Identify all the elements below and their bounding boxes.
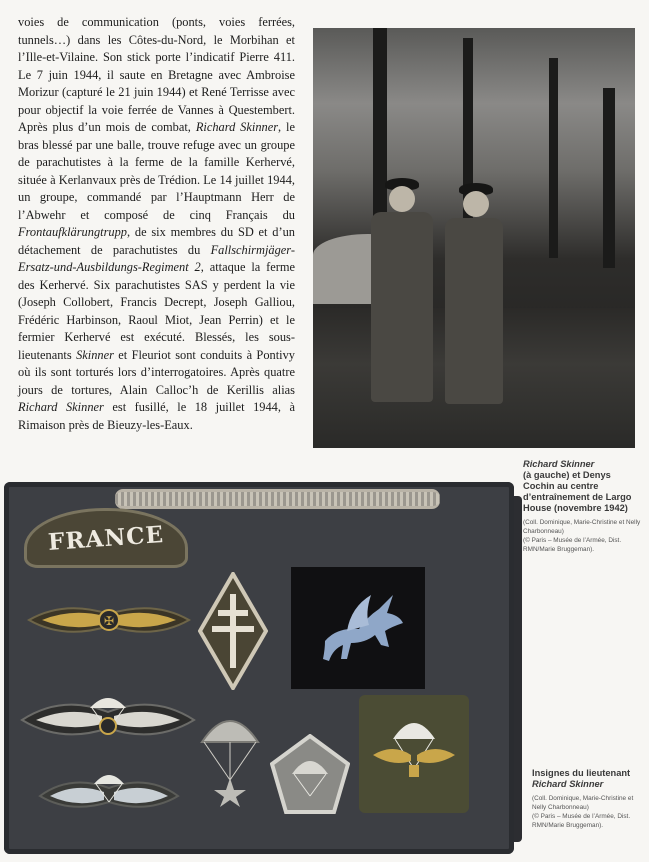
text-run: , le bras blessé par une balle, trouve refuge avec un groupe de parachutistes à la ferme de la famille Kerhervé, située à Kerlanvaux près de Trédion. Le 14 juillet 1944, un groupe, commandé par l’Hauptmann Herr de l’Abwehr et composé de cinq Français du	[18, 120, 296, 222]
lanyard-cord	[115, 489, 440, 509]
caption-credit	[523, 518, 641, 554]
caption-text: (à gauche) et Denys Cochin au centre d’entraînement de Largo House (novembre 1942)	[523, 470, 632, 513]
tree-trunk	[603, 88, 615, 268]
pegasus-airborne-patch	[291, 567, 425, 689]
soldier-figure	[445, 218, 503, 404]
parachute-star-badge	[198, 706, 262, 808]
caption-credit	[532, 794, 644, 830]
person-name: Richard Skinner	[195, 120, 279, 134]
credit-line: (© Paris – Musée de l’Armée, Dist. RMN/Marie Bruggeman).	[523, 537, 622, 553]
pegasus-icon	[307, 587, 407, 667]
caption-name: Richard Skinner	[523, 459, 595, 469]
caption-title: Insignes du lieutenant	[532, 768, 631, 778]
article-paragraph	[18, 14, 295, 434]
tree-trunk	[549, 58, 558, 258]
soldier-head	[463, 191, 489, 217]
article-text	[18, 14, 295, 434]
parachute-wings-icon	[359, 695, 469, 813]
credit-line: (Coll. Dominique, Marie-Christine et Nelly Charbonneau)	[523, 519, 641, 535]
text-run: est fusillé, le 18 juillet 1944, à Rimaison près de Bieuzy-les-Eaux.	[18, 400, 295, 432]
parachute-wings-silver-badge	[34, 762, 184, 818]
person-name: Richard Skinner	[18, 400, 104, 414]
unit-name: Fallschirmjäger-Ersatz-und-Ausbildungs-Regiment 2	[18, 242, 295, 274]
person-name: Skinner	[76, 347, 114, 362]
cross-of-lorraine-diamond-badge	[198, 572, 268, 690]
parachute-wings-badge	[18, 686, 198, 750]
caption-name: Richard Skinner	[532, 779, 604, 789]
france-tab-label: FRANCE	[47, 520, 165, 556]
soldier-head	[389, 186, 415, 212]
parachute-pentagon-badge	[270, 734, 350, 816]
unit-name: Frontaufklärungtrupp	[18, 225, 127, 239]
text-run: voies de communication (ponts, voies ferrées, tunnels…) dans les Côtes-du-Nord, le Morbihan et l’Ille-et-Vilaine. Son stick porte l’indicatif Pierre 411. Le 7 juin 1944, il saute en Bretagne avec Ambroise Morizur (capturé le 21 juin 1944) et René Terrisse avec pour objectif la voie ferrée de Vannes à Questembert. Après plus d’un mois de combat,	[18, 15, 295, 134]
photo-caption	[523, 459, 641, 554]
text-run: et Fleuriot sont conduits à Pontivy où ils sont torturés lors d’interrogatoires. Après quatre jours de tortures, Alain Calloc’h de Kerillis alias	[18, 347, 295, 397]
insignia-caption	[532, 768, 644, 830]
credit-line: (© Paris – Musée de l’Armée, Dist. RMN/Marie Bruggeman).	[532, 813, 631, 829]
credit-line: (Coll. Dominique, Marie-Christine et Nelly Charbonneau)	[532, 795, 634, 811]
soldier-figure	[371, 212, 433, 402]
svg-text:✠: ✠	[103, 614, 115, 628]
parachute-wings-square-patch	[359, 695, 469, 813]
cross-of-lorraine-wings-badge	[24, 594, 194, 646]
text-run: , attaque la ferme des Kerhervé. Six parachutistes SAS y perdent la vie (Joseph Collobert, Francis Decrept, Joseph Galliou, Frédéric Harbinson, Raoul Miot, Jean Perrin) et le fermier Kerhervé est exécuté. Blessés, les sous-lieutenants	[18, 260, 295, 362]
historical-photo	[313, 28, 635, 448]
text-run: , de six membres du SD et d’un détachement de parachutistes du	[18, 225, 295, 257]
